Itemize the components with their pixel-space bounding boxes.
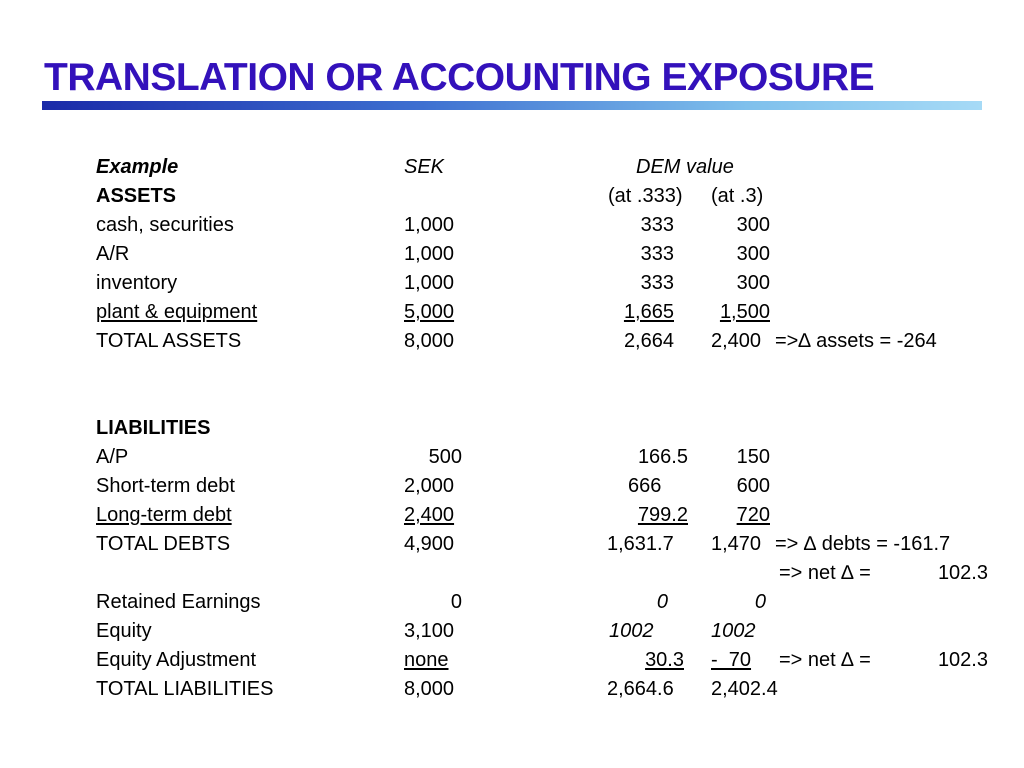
row-label: TOTAL ASSETS <box>96 330 242 352</box>
row-label: inventory <box>96 272 178 294</box>
slide-title: TRANSLATION OR ACCOUNTING EXPOSURE <box>44 56 875 99</box>
dem-3-value: 300 <box>736 272 770 294</box>
liabilities-heading: LIABILITIES <box>96 417 211 439</box>
assets-heading: ASSETS <box>96 185 177 207</box>
sek-value: 2,000 <box>404 475 455 497</box>
sek-value: 1,000 <box>404 214 455 236</box>
row-label: Retained Earnings <box>96 591 261 613</box>
sek-value: 1,000 <box>404 272 455 294</box>
dem-3-value: 720 <box>736 504 770 526</box>
total-debts-row <box>0 530 1024 559</box>
dem-3-value: 1,500 <box>719 301 770 323</box>
dem-333-value: 2,664 <box>623 330 674 352</box>
table-row <box>0 472 1024 501</box>
dem-3-value: 0 <box>754 591 766 613</box>
dem-3-value: 600 <box>736 475 770 497</box>
net-change-value: 102.3 <box>937 649 988 671</box>
sek-value: none <box>404 649 449 671</box>
sek-value: 4,900 <box>404 533 455 555</box>
row-label: plant & equipment <box>96 301 258 323</box>
sek-value: 0 <box>450 591 462 613</box>
dem-333-value: 333 <box>640 243 674 265</box>
sek-value: 2,400 <box>404 504 455 526</box>
dem-333-value: 666 <box>628 475 662 497</box>
title-underline-bar <box>42 101 982 110</box>
table-row <box>0 617 1024 646</box>
sek-value: 8,000 <box>404 678 455 700</box>
row-label: A/P <box>96 446 129 468</box>
dem-333-value: 30.3 <box>645 649 684 671</box>
sek-value: 8,000 <box>404 330 455 352</box>
rate-3-label: (at .3) <box>711 185 764 207</box>
row-label: cash, securities <box>96 214 234 236</box>
dem-3-value: 2,402.4 <box>711 678 778 700</box>
row-label: Equity <box>96 620 152 642</box>
dem-3-value: 300 <box>736 243 770 265</box>
rate-333-label: (at .333) <box>608 185 683 207</box>
total-liabilities-row <box>0 675 1024 704</box>
dem-3-value: 2,400 <box>711 330 762 352</box>
table-row <box>0 501 1024 530</box>
sek-value: 5,000 <box>404 301 455 323</box>
equity-adjustment-row <box>0 646 1024 675</box>
table-row <box>0 211 1024 240</box>
row-label: A/R <box>96 243 130 265</box>
dem-value-header: DEM value <box>636 156 734 178</box>
net-change-row <box>0 559 1024 588</box>
total-assets-row <box>0 327 1024 356</box>
dem-333-value: 1,665 <box>623 301 674 323</box>
dem-3-value: 1002 <box>711 620 756 642</box>
debts-change-note: => ∆ debts = -161.7 <box>775 533 951 555</box>
row-label: Equity Adjustment <box>96 649 257 671</box>
net-change-value: 102.3 <box>937 562 988 584</box>
net-change-label: => net ∆ = <box>779 562 871 584</box>
assets-change-note: =>∆ assets = -264 <box>775 330 937 352</box>
sek-value: 1,000 <box>404 243 455 265</box>
dem-333-value: 0 <box>656 591 668 613</box>
dem-333-value: 1002 <box>609 620 654 642</box>
row-label: Short-term debt <box>96 475 235 497</box>
net-change-label: => net ∆ = <box>779 649 871 671</box>
assets-header-row <box>0 182 1024 211</box>
example-label: Example <box>96 156 179 178</box>
table-row <box>0 298 1024 327</box>
dem-3-value: 1,470 <box>711 533 762 555</box>
liabilities-header-row <box>0 414 1024 443</box>
dem-3-value: - 70 <box>711 649 752 671</box>
table-row <box>0 443 1024 472</box>
row-label: TOTAL DEBTS <box>96 533 231 555</box>
dem-333-value: 799.2 <box>637 504 688 526</box>
dem-333-value: 333 <box>640 272 674 294</box>
dem-333-value: 2,664.6 <box>607 678 674 700</box>
table-row <box>0 240 1024 269</box>
table-row <box>0 588 1024 617</box>
dem-333-value: 333 <box>640 214 674 236</box>
dem-3-value: 300 <box>736 214 770 236</box>
table-header-row <box>0 153 1024 182</box>
sek-header: SEK <box>404 156 445 178</box>
table-row <box>0 269 1024 298</box>
row-label: TOTAL LIABILITIES <box>96 678 274 700</box>
sek-value: 3,100 <box>404 620 455 642</box>
row-label: Long-term debt <box>96 504 232 526</box>
dem-333-value: 166.5 <box>637 446 688 468</box>
sek-value: 500 <box>428 446 462 468</box>
dem-333-value: 1,631.7 <box>607 533 674 555</box>
dem-3-value: 150 <box>736 446 770 468</box>
